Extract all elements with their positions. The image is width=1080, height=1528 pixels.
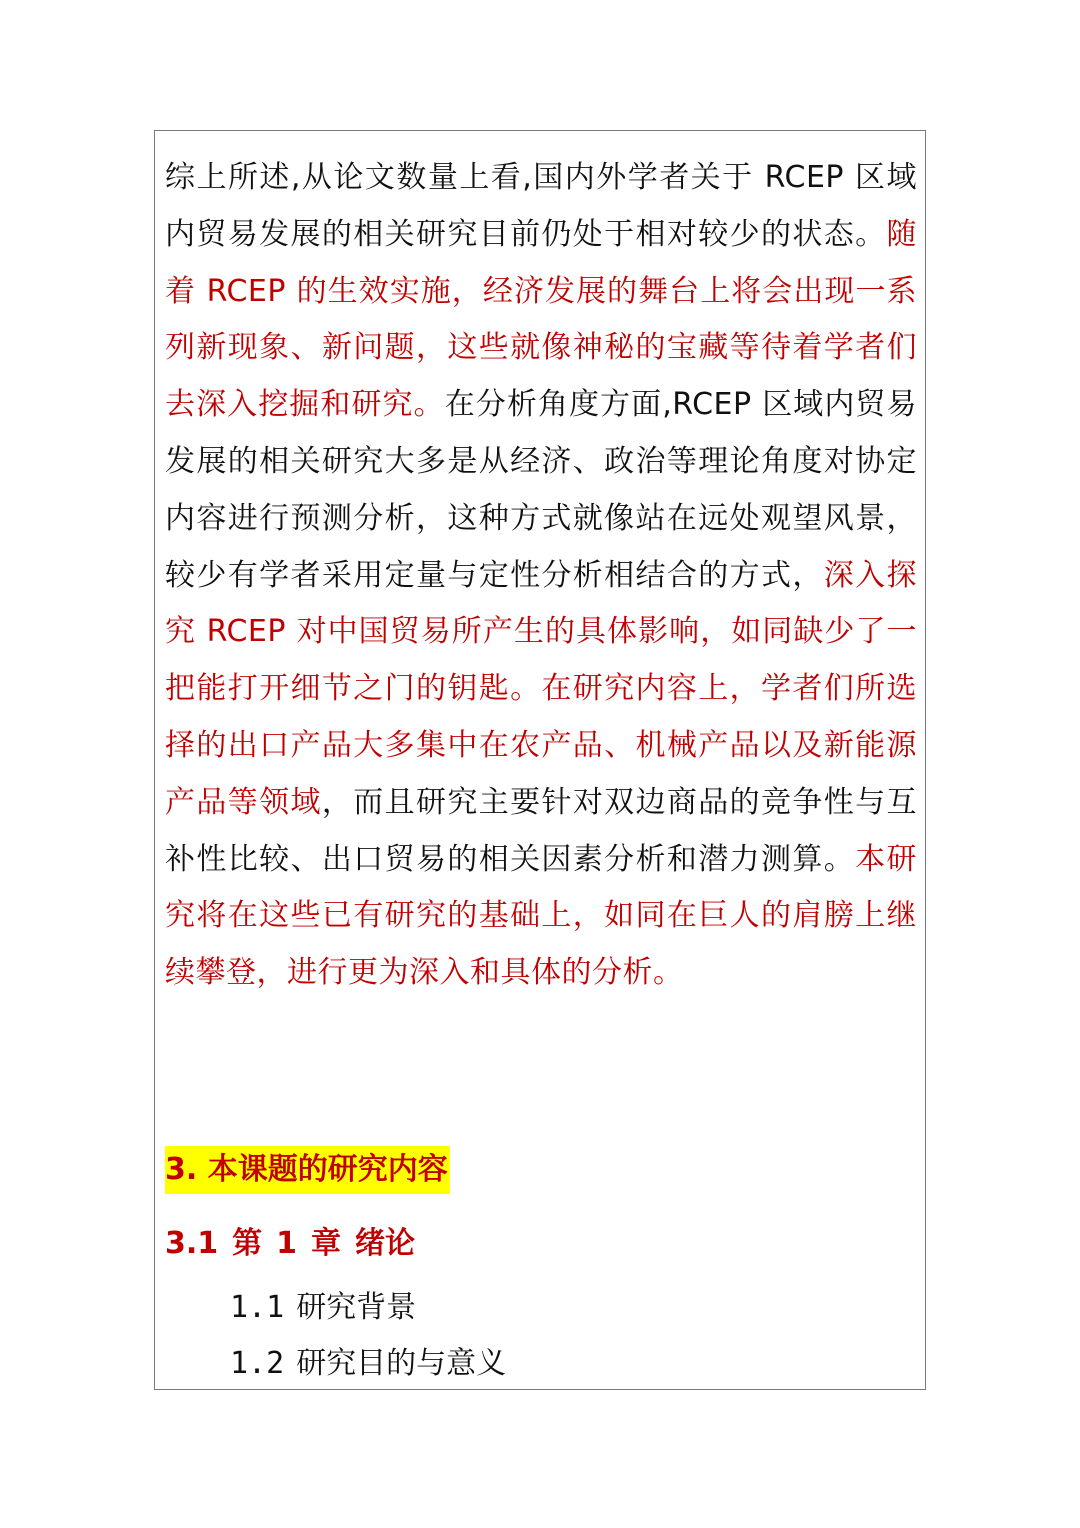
highlighted-sentence: 本研究将在这些已有研究的基础上，如同在巨人的肩膀上继续攀登，进行更为深入和具体的分析。 — [165, 841, 918, 991]
research-focus-sentence: ，而且研究主要针对双边商品的竞争性与互补性比较、出口贸易的相关因素分析和潜力测算。 — [165, 784, 918, 877]
outline-item-title: 研究目的与意义 — [296, 1346, 507, 1381]
chapter-heading — [165, 1220, 429, 1268]
chapter-index: 1 — [276, 1226, 298, 1261]
outline-item — [230, 1340, 506, 1388]
chapter-word: 章 — [311, 1226, 342, 1261]
outline-item — [230, 1284, 416, 1332]
outline-item-title: 研究背景 — [296, 1290, 417, 1325]
analysis-angle-sentence: 在分析角度方面,RCEP 区域内贸易发展的相关研究大多是从经济、政治等理论角度对协定内容进行预测分析，这种方式就像站在远处观望风景，较少有学者采用定量与定性分析相结合的方式， — [165, 387, 918, 593]
highlighted-sentence: 深入探究 RCEP 对中国贸易所产生的具体影响，如同缺少了一把能打开细节之门的钥匙。在研究内容上，学者们所选择的出口产品大多集中在农产品、机械产品以及新能源产品等领域 — [165, 557, 918, 820]
section-heading: 3. 本课题的研究内容 — [165, 1146, 450, 1194]
chapter-number: 3.1 — [165, 1226, 219, 1261]
outline-item-number: 1.2 — [230, 1346, 285, 1381]
summary-sentence: 综上所述,从论文数量上看,国内外学者关于 RCEP 区域内贸易发展的相关研究目前仍处于相对较少的状态。 — [165, 160, 917, 252]
literature-summary-paragraph — [165, 150, 917, 1002]
highlighted-sentence: 随着 RCEP 的生效实施，经济发展的舞台上将会出现一系列新现象、新问题，这些就像神秘的宝藏等待着学者们去深入挖掘和研究。 — [165, 216, 917, 423]
chapter-word: 第 — [232, 1226, 263, 1261]
outline-item-number: 1.1 — [230, 1290, 285, 1325]
chapter-title: 绪论 — [355, 1226, 416, 1261]
